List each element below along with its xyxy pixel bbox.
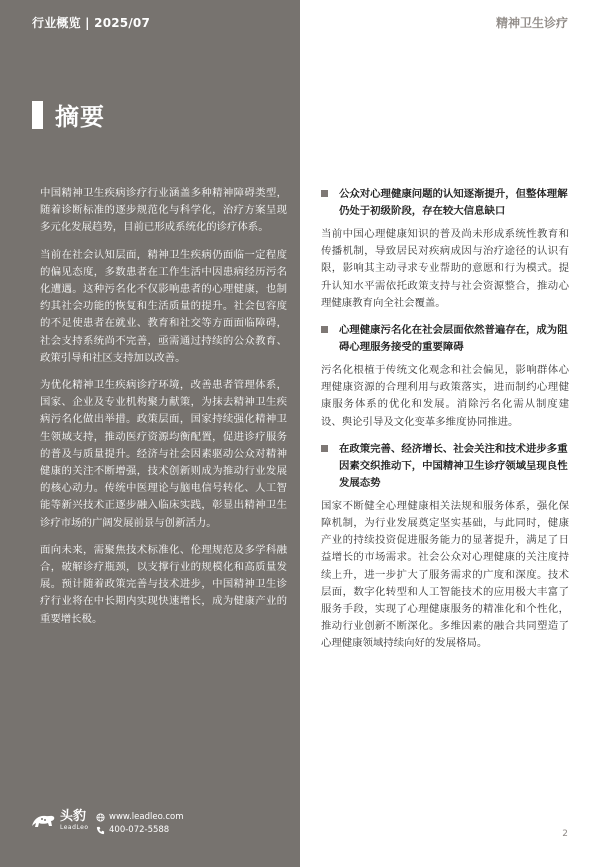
logo-name-en: LeadLeo (60, 824, 89, 831)
contact-info (96, 811, 183, 837)
square-bullet-icon (321, 326, 328, 333)
website-link[interactable]: www.leadleo.com (109, 812, 184, 822)
section-title: 摘要 (55, 103, 105, 131)
phone-number: 400-072-5588 (109, 825, 170, 835)
key-point-head (321, 322, 569, 356)
key-point-title: 在政策完善、经济增长、社会关注和技术进步多重因素交织推动下，中国精神卫生诊疗领域呈现良性发展态势 (339, 442, 568, 489)
summary-paragraph: 面向未来，需聚焦技术标准化、伦理规范及多学科融合，破解诊疗瓶颈，以支撑行业的规模化和高质量发展。预计随着政策完善与技术进步，中国精神卫生诊疗行业将在中长期内实现快速增长，成为健康产业的重要增长极。 (40, 543, 287, 625)
leopard-logo-icon (30, 808, 56, 834)
report-tag: 行业概览 | 2025/07 (32, 16, 151, 30)
summary-paragraph: 为优化精神卫生疾病诊疗环境，改善患者管理体系，国家、企业及专业机构聚力献策，为抹去精神卫生疾病污名化做出举措。政策层面，国家持续强化精神卫生领域支持，推动医疗资源均衡配置，促进诊疗服务的普及与质量提升。经济与社会因素驱动公众对精神健康的关注不断增强，技术创新则成为推动行业发展的核心动力。传统中医理论与脑电信号转化、人工智能等新兴技术正逐步融入临床实践，彰显出精神卫生诊疗市场的广阔发展前景与创新活力。 (40, 379, 287, 529)
summary-paragraph: 当前在社会认知层面，精神卫生疾病仍面临一定程度的偏见态度，多数患者在工作生活中因患病经历污名化遭遇。这种污名化不仅影响患者的心理健康，也制约其社会功能的恢复和生活质量的提升。社会包容度的不足使患者在就业、教育和社交等方面面临障碍，社会支持系统尚不完善，亟需通过持续的公众教育、政策引导和社区支持加以改善。 (40, 248, 287, 364)
key-point-head (321, 441, 569, 492)
key-point-body: 当前中国心理健康知识的普及尚未形成系统性教育和传播机制，导致居民对疾病成因与治疗途径的认识有限，影响其主动寻求专业帮助的意愿和行为模式。提升认知水平需依托政策支持与社会资源整合，推动心理健康教育向全社会覆盖。 (321, 228, 569, 309)
website-row (96, 811, 183, 824)
summary-paragraph: 中国精神卫生疾病诊疗行业涵盖多种精神障碍类型，随着诊断标准的逐步规范化与科学化，治疗方案呈现多元化发展趋势，目前已形成系统化的诊疗体系。 (40, 187, 287, 234)
key-point-title: 公众对心理健康问题的认知逐渐提升，但整体理解仍处于初级阶段，存在较大信息缺口 (339, 188, 568, 217)
key-point-body: 污名化根植于传统文化观念和社会偏见，影响群体心理健康资源的合理利用与政策落实，进而制约心理健康服务体系的优化和发展。消除污名化需从制度建设、舆论引导及文化变革多维度协同推进。 (321, 364, 569, 428)
key-point (321, 322, 569, 431)
logo-text (60, 810, 89, 832)
logo-name-cn: 头豹 (60, 809, 87, 824)
key-points (321, 186, 569, 663)
summary-text (40, 185, 287, 638)
key-point (321, 441, 569, 653)
key-point-body: 国家不断健全心理健康相关法规和服务体系，强化保障机制，为行业发展奠定坚实基础，与此同时，健康产业的持续投资促进服务能力的显著提升，满足了日益增长的市场需求。社会公众对心理健康的关注度持续上升，进一步扩大了服务需求的广度和深度。技术层面，数字化转型和人工智能技术的应用极大丰富了服务手段，实现了心理健康服务的精准化和个性化，推动行业创新不断深化。多维因素的融合共同塑造了心理健康领域持续向好的发展格局。 (321, 499, 569, 650)
title-accent-bar (32, 101, 43, 129)
key-point-head (321, 186, 569, 220)
globe-icon (96, 813, 105, 822)
page-number: 2 (562, 829, 568, 839)
brand-logo (30, 808, 89, 834)
report-topic: 精神卫生诊疗 (495, 16, 568, 30)
phone-row (96, 824, 183, 837)
key-point-title: 心理健康污名化在社会层面依然普遍存在，成为阻碍心理服务接受的重要障碍 (339, 324, 568, 354)
square-bullet-icon (321, 190, 328, 197)
phone-icon (96, 826, 105, 835)
section-heading (32, 97, 105, 132)
key-point (321, 186, 569, 312)
square-bullet-icon (321, 445, 328, 452)
